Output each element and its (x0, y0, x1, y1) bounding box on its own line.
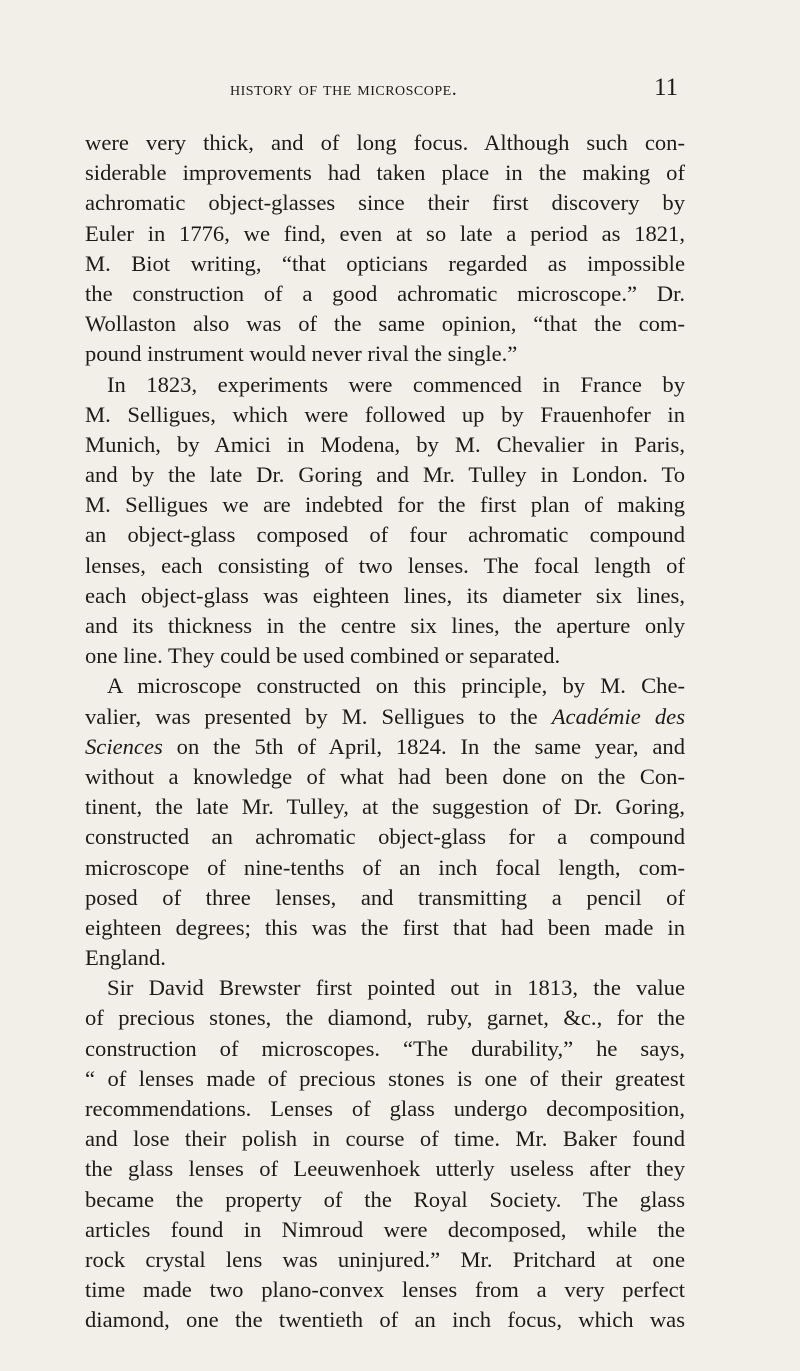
text-line: of precious stones, the diamond, ruby, garnet, &c., for the (85, 1005, 685, 1031)
running-head (0, 74, 800, 108)
text-line: posed of three lenses, and transmitting a pencil of (85, 884, 685, 910)
text-line: constructed an achromatic object-glass for a compound (85, 824, 685, 850)
text-line: diamond, one the twentieth of an inch focus, which was (85, 1307, 685, 1333)
text-line: M. Biot writing, “that opticians regarded as impossible (85, 250, 685, 276)
text-line: and its thickness in the centre six lines, the aperture only (85, 613, 685, 638)
body-text (85, 128, 685, 1336)
text-line (85, 702, 685, 732)
text-line: one line. They could be used combined or separated. (85, 643, 561, 669)
running-title: history of the microscope. (230, 78, 458, 100)
text-line: the construction of a good achromatic microscope.” Dr. (85, 280, 685, 306)
italic-sciences: Sciences (85, 733, 163, 759)
paragraph-start: Sir David Brewster first pointed out in 1813, the value (107, 975, 685, 1001)
text-line: and by the late Dr. Goring and Mr. Tulley in London. To (85, 462, 685, 488)
text-line: England. (85, 945, 166, 971)
paragraph-start: In 1823, experiments were commenced in France by (107, 371, 685, 397)
text-line: were very thick, and of long focus. Although such con- (85, 130, 685, 155)
line-text: on the 5th of April, 1824. In the same year, and (176, 733, 686, 759)
text-line: microscope of nine-tenths of an inch focal length, com- (85, 854, 685, 880)
italic-academie: Académie des (551, 703, 685, 729)
text-line: became the property of the Royal Society. The glass (85, 1186, 685, 1212)
text-line: Wollaston also was of the same opinion, “that the com- (85, 311, 685, 337)
text-line: Euler in 1776, we find, even at so late a period as 1821, (85, 220, 685, 246)
text-line: “ of lenses made of precious stones is one of their greatest (85, 1065, 685, 1091)
text-line: siderable improvements had taken place in the making of (85, 160, 685, 186)
line-text: valier, was presented by M. Selligues to the (85, 703, 538, 729)
text-line: construction of microscopes. “The durability,” he says, (85, 1035, 685, 1061)
text-line: the glass lenses of Leeuwenhoek utterly useless after they (85, 1156, 685, 1182)
text-line: tinent, the late Mr. Tulley, at the suggestion of Dr. Goring, (85, 794, 685, 820)
text-line: and lose their polish in course of time. Mr. Baker found (85, 1126, 685, 1152)
page-number: 11 (654, 74, 679, 101)
text-line: time made two plano-convex lenses from a very perfect (85, 1277, 685, 1303)
paragraph-start: A microscope constructed on this principle, by M. Che- (107, 673, 685, 699)
text-line: eighteen degrees; this was the first that had been made in (85, 914, 685, 940)
text-line: without a knowledge of what had been done on the Con- (85, 763, 685, 789)
text-line: pound instrument would never rival the single.” (85, 341, 518, 367)
text-line: articles found in Nimroud were decomposed, while the (85, 1216, 685, 1242)
text-line: lenses, each consisting of two lenses. The focal length of (85, 552, 685, 578)
text-line: recommendations. Lenses of glass undergo decomposition, (85, 1096, 685, 1121)
text-line: M. Selligues, which were followed up by Frauenhofer in (85, 401, 685, 427)
text-line: M. Selligues we are indebted for the first plan of making (85, 492, 685, 518)
text-line: rock crystal lens was uninjured.” Mr. Pritchard at one (85, 1246, 685, 1272)
text-line: an object-glass composed of four achromatic compound (85, 522, 685, 548)
text-line: Munich, by Amici in Modena, by M. Chevalier in Paris, (85, 431, 685, 457)
text-line: achromatic object-glasses since their first discovery by (85, 190, 685, 216)
text-line: each object-glass was eighteen lines, its diameter six lines, (85, 582, 685, 608)
text-line (85, 732, 685, 762)
